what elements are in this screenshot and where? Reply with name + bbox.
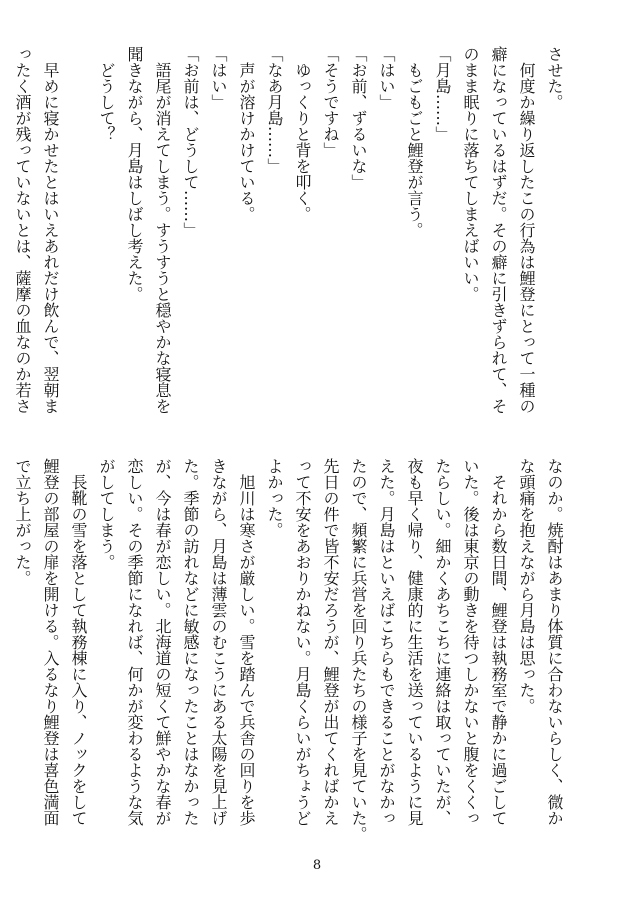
text-line <box>64 46 92 418</box>
text-line: 先日の件で皆不安だろうが、鯉登が出てくればかえ <box>321 458 340 826</box>
text-line: たので、頻繁に兵営を回り兵たちの様子を見ていた。 <box>349 458 368 842</box>
text-line: 「そうですね」 <box>321 46 340 158</box>
top-text-block <box>8 46 568 418</box>
text-line: で立ち上がった。 <box>13 458 32 586</box>
text-line: 声が溶けかけている。 <box>237 46 256 222</box>
text-line: 「お前、ずるいな」 <box>349 46 368 190</box>
text-line: それから数日間、鯉登は執務室で静かに過ごして <box>489 458 508 826</box>
text-line: 恋しい。その季節になれば、何かが変わるような気 <box>125 458 144 826</box>
text-line: 早めに寝かせたとはいえあれだけ飲んで、翌朝ま <box>41 46 60 414</box>
text-line: 語尾が消えてしまう。すうすうと穏やかな寝息を <box>153 46 172 414</box>
text-line: させた。 <box>545 46 564 110</box>
text-line: な頭痛を抱えながら月島は思った。 <box>517 458 536 714</box>
text-line: がしてしまう。 <box>97 458 116 570</box>
text-line: 「なあ月島……」 <box>265 46 284 174</box>
text-line: どうして？ <box>97 46 116 142</box>
text-line: 旭川は寒さが厳しい。雪を踏んで兵舎の回りを歩 <box>237 458 256 826</box>
text-line: のまま眠りに落ちてしまえばいい。 <box>461 46 480 302</box>
page-number: 8 <box>312 858 322 873</box>
text-line: 聞きながら、月島はしばし考えた。 <box>125 46 144 302</box>
text-line: 「はい」 <box>209 46 228 110</box>
bottom-text-block <box>8 458 568 842</box>
text-line: 癖になっているはずだ。その癖に引きずられて、そ <box>489 46 508 414</box>
text-line: が、今は春が恋しい。北海道の短くて鮮やかな春が <box>153 458 172 826</box>
text-line: ったく酒が残っていないとは、薩摩の血なのか若さ <box>13 46 32 414</box>
text-line: 何度か繰り返したこの行為は鯉登にとって一種の <box>517 46 536 414</box>
text-line: 「はい」 <box>377 46 396 110</box>
text-line: よかった。 <box>265 458 284 538</box>
text-line: 長靴の雪を落として執務棟に入り、ノックをして <box>69 458 88 826</box>
text-line: なのか。焼酎はあまり体質に合わないらしく、微か <box>545 458 564 826</box>
text-line: いた。後は東京の動きを待つしかないと腹をくくっ <box>461 458 480 826</box>
text-line: 鯉登の部屋の扉を開ける。入るなり鯉登は喜色満面 <box>41 458 60 826</box>
text-line: きながら、月島は薄雲のむこうにある太陽を見上げ <box>209 458 228 826</box>
text-line: 「お前は、どうして……」 <box>181 46 200 238</box>
text-line: 「月島……」 <box>433 46 452 142</box>
text-line: ゆっくりと背を叩く。 <box>293 46 312 222</box>
text-line: って不安をあおりかねない。月島くらいがちょうど <box>293 458 312 826</box>
text-line: もごもごと鯉登が言う。 <box>405 46 424 238</box>
text-line: た。季節の訪れなどに敏感になったことはなかった <box>181 458 200 826</box>
text-line: 夜も早く帰り、健康的に生活を送っているように見 <box>405 458 424 826</box>
text-line: たらしい。細かくあちこちに連絡は取っていたが、 <box>433 458 452 826</box>
text-line: えた。月島はといえばこちらもできることがなかっ <box>377 458 396 826</box>
